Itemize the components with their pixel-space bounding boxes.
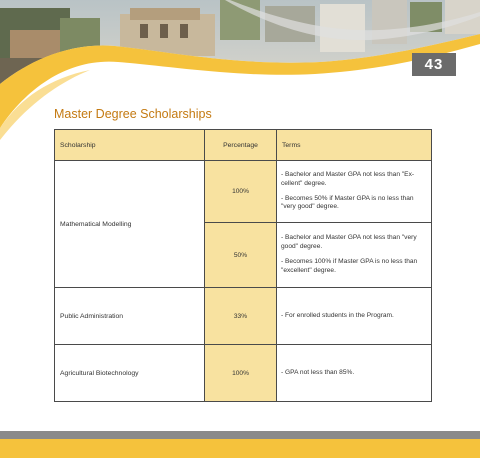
section-title: Master Degree Scholarships — [54, 107, 212, 121]
footer-gray-band — [0, 431, 480, 439]
footer-yellow-band — [0, 439, 480, 458]
scholarship-name: Mathematical Modelling — [55, 161, 205, 288]
scholarships-table — [54, 129, 432, 402]
term-line: - Bachelor and Master GPA not less than "very good" degree. — [281, 234, 417, 251]
table-row — [55, 345, 432, 402]
percentage-cell: 100% — [205, 161, 277, 223]
term-line: - Becomes 50% if Master GPA is no less than "very good" degree. — [281, 194, 414, 211]
scholarship-name: Agricultural Biotechnology — [55, 345, 205, 402]
terms-cell — [277, 345, 432, 402]
page-number-badge: 43 — [412, 53, 456, 76]
terms-cell — [277, 223, 432, 288]
terms-cell — [277, 161, 432, 223]
header-terms: Terms — [277, 130, 432, 161]
term-line: - Bachelor and Master GPA not less than "Ex-cellent" degree. — [281, 170, 415, 187]
percentage-cell: 100% — [205, 345, 277, 402]
header-scholarship: Scholarship — [55, 130, 205, 161]
percentage-cell: 50% — [205, 223, 277, 288]
percentage-cell: 33% — [205, 288, 277, 345]
table-row — [55, 161, 432, 223]
header-percentage: Percentage — [205, 130, 277, 161]
table-row — [55, 288, 432, 345]
term-line: - GPA not less than 85%. — [281, 368, 355, 376]
term-line: - Becomes 100% if Master GPA is no less than "excellent" degree. — [281, 258, 418, 274]
terms-cell — [277, 288, 432, 345]
term-line: - For enrolled students in the Program. — [281, 311, 394, 319]
table-header-row — [55, 130, 432, 161]
scholarship-name: Public Administration — [55, 288, 205, 345]
